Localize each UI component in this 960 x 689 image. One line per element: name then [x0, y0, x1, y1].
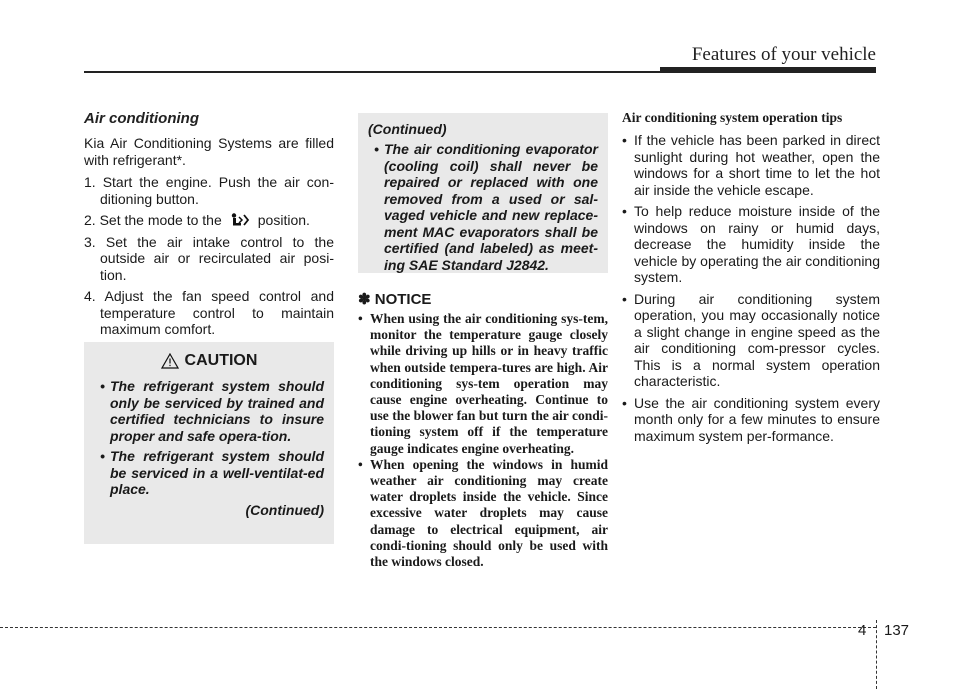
footer-rule [0, 627, 876, 628]
step-1: 1. Start the engine. Push the air con-ditioning button. [84, 174, 334, 207]
continued-list [368, 141, 598, 273]
caution-header [94, 352, 324, 370]
notice-section [358, 290, 608, 570]
step-2 [84, 212, 334, 229]
column-1 [84, 110, 334, 343]
continued-box [358, 113, 608, 273]
page-number: 137 [884, 622, 910, 639]
footer-separator [876, 620, 877, 689]
tip-item: • If the vehicle has been parked in direct sunlight during hot weather, open the windows for a short time to let the hot air inside the vehicle escape. [622, 132, 880, 198]
running-header: Features of your vehicle [691, 44, 876, 65]
tip-item: • Use the air conditioning system every month only for a few minutes to ensure maximum system per-formance. [622, 395, 880, 445]
intro-text: Kia Air Conditioning Systems are filled with refrigerant*. [84, 135, 334, 168]
section-title: Air conditioning [84, 110, 199, 127]
warning-triangle-icon [161, 353, 179, 369]
chapter-number: 4 [858, 622, 867, 639]
caution-title: CAUTION [184, 352, 258, 369]
tips-section [622, 110, 880, 449]
caution-item: • The refrigerant system should only be serviced by trained and certified technicians to insure proper and safe opera-tion. [94, 378, 324, 444]
notice-title: ✽ NOTICE [358, 291, 432, 308]
notice-list [358, 311, 608, 570]
step-3: 3. Set the air intake control to the outside air or recirculated air posi-tion. [84, 233, 334, 283]
floor-mode-icon [226, 213, 254, 227]
tip-item: • To help reduce moisture inside of the windows on rainy or humid days, decrease the humidity inside the vehicle by operating the air conditioning system. [622, 203, 880, 286]
caution-list [94, 378, 324, 498]
caution-item: • The refrigerant system should be serviced in a well-ventilat-ed place. [94, 448, 324, 498]
caution-box [84, 342, 334, 544]
step-4: 4. Adjust the fan speed control and temperature control to maintain maximum comfort. [84, 288, 334, 337]
tips-list [622, 132, 880, 444]
notice-item: • When opening the windows in humid weather air conditioning may create water droplets inside the vehicle. Since excessive water droplets may cause damage to electrical equipment, air condi-tioning should only be used with the windows closed. [358, 457, 608, 570]
notice-item: • When using the air conditioning sys-tem, monitor the temperature gauge closely while driving up hills or in heavy traffic when outside tempera-tures are high. Air conditioning sys-tem operation may cause engine overheating. Continue to use the blower fan but turn the air condi-tioning system off if the temperature gauge indicates engine overheating. [358, 311, 608, 457]
tip-item: • During air conditioning system operation, you may occasionally notice a slight change in engine speed as the air conditioning com-pressor cycles. This is a normal system operation characteristic. [622, 291, 880, 390]
tips-title: Air conditioning system operation tips [622, 110, 843, 125]
steps-list [84, 174, 334, 338]
header-rule [84, 71, 876, 73]
step-2-text: 2. Set the mode to the [84, 212, 222, 228]
step-2-suffix: position. [257, 212, 310, 228]
continued-title: (Continued) [368, 121, 447, 137]
continued-item: • The air conditioning evaporator (cooling coil) shall never be repaired or replaced with one removed from a used or sal-vaged vehicle and new replace-ment MAC evaporators shall be certified (and labeled) as meet-ing SAE Standard J2842. [368, 141, 598, 273]
continued-label: (Continued) [245, 501, 324, 518]
